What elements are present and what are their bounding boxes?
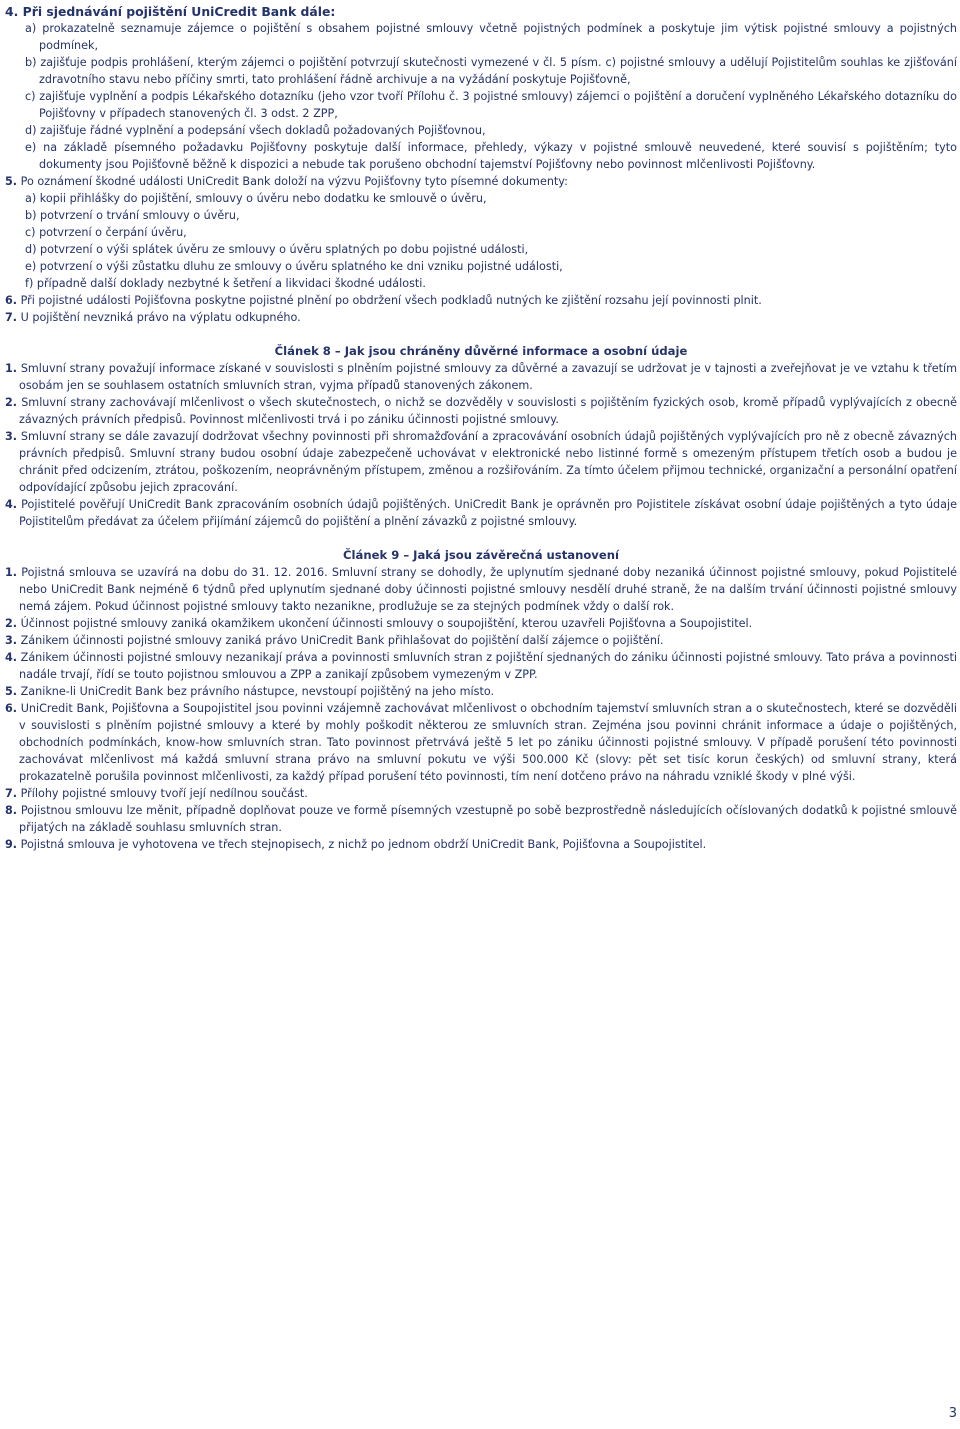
article-8-item-4-text: Pojistitelé pověřují UniCredit Bank zpracováním osobních údajů pojištěných. UniCredit Bank je oprávněn pro Pojistitele získávat osobní údaje pojištěných a tyto údaje Pojistitelům předávat za účelem přijímání zájemců do pojištění a plnění závazků z pojistné smlouvy. bbox=[19, 498, 957, 528]
article-9-item-6 bbox=[5, 700, 957, 785]
section-5-number: 5. bbox=[5, 175, 18, 188]
article-9-item-1 bbox=[5, 564, 957, 615]
article-9-item-3-number: 3. bbox=[5, 634, 18, 647]
document-body bbox=[5, 3, 957, 853]
article-9-item-7-number: 7. bbox=[5, 787, 18, 800]
section-6-text: Při pojistné události Pojišťovna poskytne pojistné plnění po obdržení všech podkladů nutných ke zjištění rozsahu její povinnosti plnit. bbox=[20, 294, 762, 307]
article-9-item-9-number: 9. bbox=[5, 838, 18, 851]
section-4-item-a: a) prokazatelně seznamuje zájemce o pojištění s obsahem pojistné smlouvy včetně pojistných podmínek a poskytuje jim výtisk pojistné smlouvy a pojistných podmínek, bbox=[25, 22, 957, 52]
section-5-text: Po oznámení škodné události UniCredit Bank doloží na výzvu Pojišťovny tyto písemné dokumenty: bbox=[20, 175, 568, 188]
article-8-item-4 bbox=[5, 496, 957, 530]
section-5-item-c: c) potvrzení o čerpání úvěru, bbox=[25, 226, 187, 239]
article-9-item-2-text: Účinnost pojistné smlouvy zaniká okamžikem ukončení účinnosti smlouvy o soupojištění, kterou uzavřeli Pojišťovna a Soupojistitel. bbox=[20, 617, 753, 630]
article-8-item-1 bbox=[5, 360, 957, 394]
article-9-item-7 bbox=[5, 785, 957, 802]
article-8-item-1-text: Smluvní strany považují informace získané v souvislosti s plněním pojistné smlouvy za důvěrné a zavazují se udržovat je v tajnosti a zveřejňovat je ve vztahu k třetím osobám jen se souhlasem ostatních smluvních stran, vyjma případů stanovených zákonem. bbox=[19, 362, 957, 392]
article-8-item-2 bbox=[5, 394, 957, 428]
article-8-item-3 bbox=[5, 428, 957, 496]
section-4-heading: 4. Při sjednávání pojištění UniCredit Bank dále: bbox=[5, 4, 336, 19]
section-5-paragraph bbox=[5, 173, 957, 190]
page-number: 3 bbox=[948, 1406, 957, 1421]
article-8-title: Článek 8 – Jak jsou chráněny důvěrné informace a osobní údaje bbox=[274, 344, 688, 358]
section-7-text: U pojištění nevzniká právo na výplatu odkupného. bbox=[20, 311, 301, 324]
article-9-item-9-text: Pojistná smlouva je vyhotovena ve třech stejnopisech, z nichž po jednom obdrží UniCredit Bank, Pojišťovna a Soupojistitel. bbox=[20, 838, 707, 851]
section-5-item-a: a) kopii přihlášky do pojištění, smlouvy o úvěru nebo dodatku ke smlouvě o úvěru, bbox=[25, 192, 487, 205]
article-9-item-8 bbox=[5, 802, 957, 836]
article-8-item-2-number: 2. bbox=[5, 396, 18, 409]
article-9-item-4-text: Zánikem účinnosti pojistné smlouvy nezanikají práva a povinnosti smluvních stran z pojištění sjednaných do zániku účinnosti pojistné smlouvy. Tato práva a povinnosti nadále trvají, řídí se touto pojistnou smlouvou a ZPP a zanikají způsobem vymezeným v ZPP. bbox=[19, 651, 958, 681]
article-9-item-3-text: Zánikem účinnosti pojistné smlouvy zaniká právo UniCredit Bank přihlašovat do pojištění další zájemce o pojištění. bbox=[20, 634, 664, 647]
article-9-item-5-text: Zanikne-li UniCredit Bank bez právního nástupce, nevstoupí pojištěný na jeho místo. bbox=[20, 685, 495, 698]
section-7-number: 7. bbox=[5, 311, 18, 324]
article-8-item-3-number: 3. bbox=[5, 430, 18, 443]
section-5-item-d: d) potvrzení o výši splátek úvěru ze smlouvy o úvěru splatných po dobu pojistné události, bbox=[25, 243, 529, 256]
article-9-item-9 bbox=[5, 836, 957, 853]
section-6-paragraph bbox=[5, 292, 957, 309]
article-9-item-2 bbox=[5, 615, 957, 632]
article-9-item-5 bbox=[5, 683, 957, 700]
article-9-item-8-text: Pojistnou smlouvu lze měnit, případně doplňovat pouze ve formě písemných vzestupně po sobě bezprostředně následujících očíslovaných dodatků k pojistné smlouvě přijatých na základě souhlasu smluvních stran. bbox=[19, 804, 957, 834]
article-9-item-1-number: 1. bbox=[5, 566, 18, 579]
section-4-item-e: e) na základě písemného požadavku Pojišťovny poskytuje další informace, přehledy, výkazy v pojistné smlouvě neuvedené, které souvisí s pojištěním; tyto dokumenty jsou Pojišťovně běžně k dispozici a nebude tak porušeno obchodní tajemství Pojišťovny nebo povinnost mlčenlivosti Pojišťovny. bbox=[25, 141, 957, 171]
section-4-item-c: c) zajišťuje vyplnění a podpis Lékařského dotazníku (jeho vzor tvoří Přílohu č. 3 pojistné smlouvy) zájemci o pojištění a doručení vyplněného Lékařského dotazníku do Pojišťovny v případech stanovených čl. 3 odst. 2 ZPP, bbox=[25, 90, 957, 120]
section-5-item-e: e) potvrzení o výši zůstatku dluhu ze smlouvy o úvěru splatného ke dni vzniku pojistné události, bbox=[25, 260, 563, 273]
article-9-item-6-number: 6. bbox=[5, 702, 18, 715]
section-4-item-b: b) zajišťuje podpis prohlášení, kterým zájemci o pojištění potvrzují skutečnosti vymezené v čl. 5 písm. c) pojistné smlouvy a udělují Pojistitelům souhlas ke zjišťování zdravotního stavu nebo příčiny smrti, tato prohlášení řádně archivuje a na vyžádání poskytuje Pojišťovně, bbox=[25, 56, 957, 86]
article-9-item-3 bbox=[5, 632, 957, 649]
article-8-item-2-text: Smluvní strany zachovávají mlčenlivost o všech skutečnostech, o nichž se dozvěděly v souvislosti s pojištěním fyzických osob, kromě případů vyplývajících z obecně závazných právních předpisů. Povinnost mlčenlivosti trvá i po zániku účinnosti pojistné smlouvy. bbox=[19, 396, 957, 426]
section-6-number: 6. bbox=[5, 294, 18, 307]
article-9-item-5-number: 5. bbox=[5, 685, 18, 698]
article-8-item-3-text: Smluvní strany se dále zavazují dodržovat všechny povinnosti při shromažďování a zpracovávání osobních údajů pojištěných vyplývajících pro ně z obecně závazných právních předpisů. Smluvní strany budou osobní údaje zabezpečeně uchovávat v elektronické nebo listinné formě s omezeným přístupem třetích osob a budou je chránit před odcizením, ztrátou, poškozením, neoprávněným přístupem, změnou a rozšiřováním. Za tímto účelem přijmou technické, organizační a personální opatření odpovídající způsobu jejich zpracování. bbox=[19, 430, 958, 494]
article-9-item-4 bbox=[5, 649, 957, 683]
article-9-item-7-text: Přílohy pojistné smlouvy tvoří její nedílnou součást. bbox=[20, 787, 308, 800]
article-9-title: Článek 9 – Jaká jsou závěrečná ustanovení bbox=[343, 548, 619, 562]
section-4-item-d: d) zajišťuje řádné vyplnění a podepsání všech dokladů požadovaných Pojišťovnou, bbox=[25, 124, 486, 137]
article-8-item-1-number: 1. bbox=[5, 362, 18, 375]
article-9-item-8-number: 8. bbox=[5, 804, 18, 817]
section-5-item-f: f) případně další doklady nezbytné k šetření a likvidaci škodné události. bbox=[25, 277, 426, 290]
article-8-item-4-number: 4. bbox=[5, 498, 18, 511]
section-5-item-b: b) potvrzení o trvání smlouvy o úvěru, bbox=[25, 209, 240, 222]
article-9-item-1-text: Pojistná smlouva se uzavírá na dobu do 31. 12. 2016. Smluvní strany se dohodly, že uplynutím sjednané doby nezaniká účinnost pojistné smlouvy, pokud Pojistitelé nebo UniCredit Bank nejméně 6 týdnů před uplynutím sjednané doby účinnosti pojistné smlouvy nesdělí druhé straně, že na dalším trvání účinnosti pojistné smlouvy nemá zájem. Pokud účinnost pojistné smlouvy takto nezanikne, prodlužuje se za stejných podmínek vždy o další rok. bbox=[19, 566, 957, 613]
article-9-item-2-number: 2. bbox=[5, 617, 18, 630]
section-7-paragraph bbox=[5, 309, 957, 326]
article-9-item-6-text: UniCredit Bank, Pojišťovna a Soupojistitel jsou povinni vzájemně zachovávat mlčenlivost o obchodním tajemství smluvních stran a o skutečnostech, které se dozvěděli v souvislosti s plněním pojistné smlouvy a které by mohly poškodit některou ze smluvních stran. Zejména jsou povinni chránit informace a údaje o pojištěných, obchodních podmínkách, know-how smluvních stran. Tato povinnost přetrvává ještě 5 let po zániku účinnosti pojistné smlouvy. V případě porušení této povinnosti zachovávat mlčenlivost má každá smluvní strana právo na smluvní pokutu ve výši 500.000 Kč (slovy: pět set tisíc korun českých) od smluvní strany, která prokazatelně porušila povinnost mlčenlivosti, za každý případ porušení této povinnosti, tím není dotčeno právo na náhradu vzniklé škody v plné výši. bbox=[19, 702, 958, 783]
article-9-item-4-number: 4. bbox=[5, 651, 18, 664]
